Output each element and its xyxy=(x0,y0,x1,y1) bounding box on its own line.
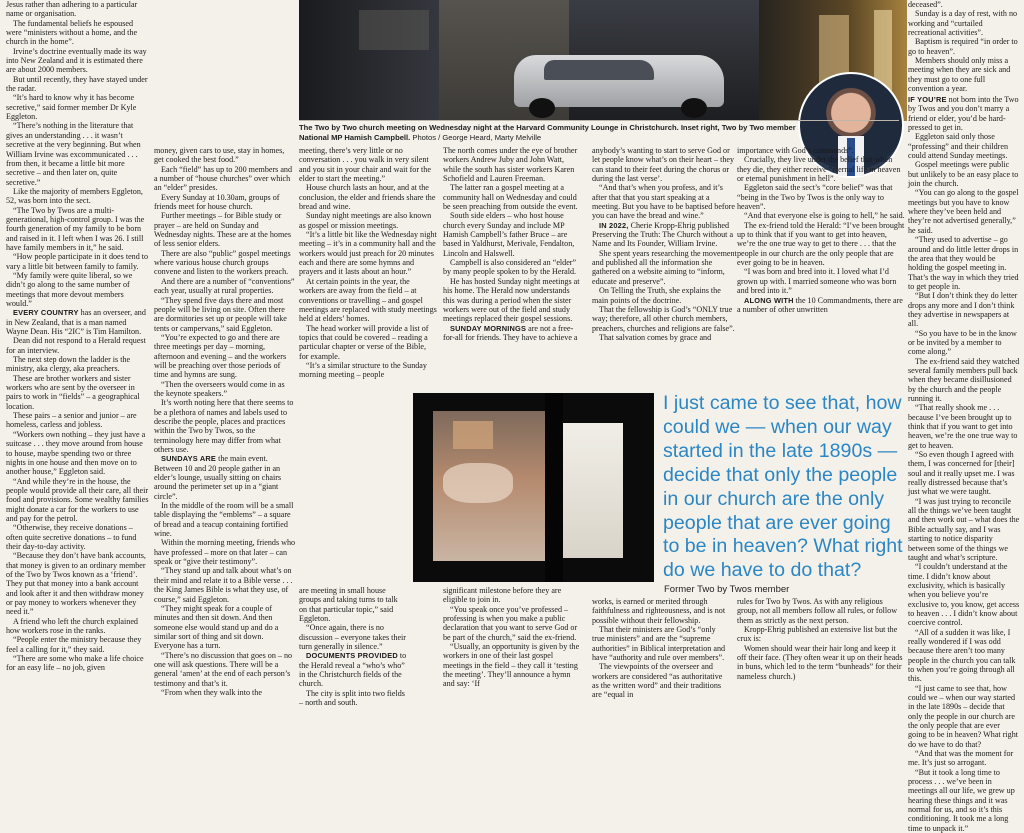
paragraph-text: are not a free-for-all for friends. They have to achieve a xyxy=(443,323,578,342)
paragraph-text: “Workers own nothing – they just have a suitcase . . . they move around from house to house, maybe spending two or three nights in one house and then move on to another house,” Eggleton said. xyxy=(6,429,146,477)
paragraph-text: The ex-friend told the Herald: “I’ve been brought up to think that if you want to get into heaven, we’re the one true way to get to there . . . that the people in our church are the only people that are ever going to be in heaven. xyxy=(737,220,905,268)
article-paragraph xyxy=(6,374,150,411)
paragraph-text: The latter ran a gospel meeting at a community hall on Wednesday and could be seen preaching from outside the event. xyxy=(443,183,578,212)
article-paragraph xyxy=(154,165,296,193)
article-paragraph xyxy=(154,501,296,538)
paragraph-text: importance with God’s commands”. xyxy=(737,146,854,155)
paragraph-text: Eggleton said only those “professing” and their children could attend Sunday meetings. xyxy=(908,132,1009,161)
paragraph-text: “You’re expected to go and there are three meetings per day – morning, afternoon and evening – and the workers will be preaching over those periods of time and hymns are sung. xyxy=(154,332,287,380)
article-paragraph xyxy=(154,296,296,333)
article-paragraph xyxy=(6,187,150,206)
article-paragraph xyxy=(908,235,1020,291)
paragraph-text: “It’s a similar structure to the Sunday morning meeting – people xyxy=(299,360,427,380)
paragraph-text: “And that everyone else is going to hell,” he said. xyxy=(744,211,905,221)
paragraph-text: “There’s no discussion that goes on – no one will ask questions. There will be a general ‘amen’ at the end of each person’s testimony and that’s it. xyxy=(154,650,293,688)
paragraph-text: Sunday night meetings are also known as gospel or mission meetings. xyxy=(299,211,432,230)
paragraph-text: “Once again, there is no discussion – everyone takes their turn generally in silence.” xyxy=(299,623,406,652)
paragraph-text: He has hosted Sunday night meetings at his home. The Herald now understands this was during a period when the sister workers were out of the field and study meetings replaced their gospel sessions. xyxy=(443,276,580,324)
paragraph-text: has an overseer, and in New Zealand, that is a man named Wayne Dean. His “2IC” is Tim Hamilton. xyxy=(6,308,146,337)
article-paragraph xyxy=(299,146,437,183)
article-paragraph xyxy=(737,183,905,211)
paragraph-text: The next step down the ladder is the ministry, aka clergy, aka preachers. xyxy=(6,355,131,374)
paragraph-text: “I just came to see that, how could we – when our way started in the late 1890s – decide that only the people in our church are the only people that are ever going to be in heaven? What right do we have to do that? xyxy=(908,683,1018,749)
article-paragraph xyxy=(154,380,296,399)
bottom-photo-doorway xyxy=(413,393,654,582)
article-column-1 xyxy=(6,0,150,741)
paragraph-text: deceased”. xyxy=(908,0,943,9)
paragraph-text: Eggleton said the sect’s “core belief” was that “being in the Two by Twos is the only way to heaven”. xyxy=(737,183,893,212)
paragraph-text: That salvation comes by grace and xyxy=(599,332,712,342)
article-paragraph xyxy=(908,562,1020,627)
paragraph-text: anybody’s wanting to start to serve God or let people know what’s on their heart – they can stand to their feet during the chorus or during the last verse’. xyxy=(592,146,735,184)
paragraph-text: “They stand up and talk about what’s on their mind and relate it to a Bible verse . . . the King James Bible is what they use, of course,” said Eggleton. xyxy=(154,566,293,604)
paragraph-text: “Because they don’t have bank accounts, that money is given to an ordinary member of the Two by Twos known as a ‘friend’. They put that money into a bank account and look after it and then withdraw money or pay money to workers whenever they need it.” xyxy=(6,551,146,617)
paragraph-lead-in: IN 2022, xyxy=(599,220,629,230)
article-paragraph xyxy=(6,430,150,477)
paragraph-text: works, is earned or merited through faithfulness and righteousness, and is not possible without their fellowship. xyxy=(592,597,726,625)
paragraph-text: Campbell is also considered an “elder” by many people spoken to by the Herald. xyxy=(443,258,577,277)
paragraph-text: There are also “public” gospel meetings where various house church groups convene and listen to the workers preach. xyxy=(154,248,291,277)
paragraph-text: “You can go along to the gospel meetings but you have to know where they’ve been held and they’re not advertised generally,” he said. xyxy=(908,188,1019,235)
article-paragraph xyxy=(908,56,1020,93)
paragraph-text: Within the morning meeting, friends who have professed – more on that later – can speak or “give their testimony”. xyxy=(154,538,296,567)
article-paragraph xyxy=(908,95,1020,132)
article-paragraph xyxy=(737,146,905,155)
article-paragraph xyxy=(908,291,1020,328)
article-paragraph xyxy=(154,193,296,212)
article-paragraph xyxy=(443,586,581,605)
article-paragraph xyxy=(908,357,1020,404)
article-column-2 xyxy=(154,146,296,741)
paragraph-lead-in: ALONG WITH xyxy=(744,295,794,305)
article-paragraph xyxy=(737,211,905,220)
paragraph-text: rules for Two by Twos. As with any religious group, not all members follow all rules, or follow them as strictly as the next person. xyxy=(737,597,898,625)
article-paragraph xyxy=(6,551,150,616)
paragraph-text: “And while they’re in the house, the people would provide all their care, all their food and provisions. Some wealthy families might donate a car for the workers to use and pay for the petrol. xyxy=(6,476,149,523)
paragraph-text: Dean did not respond to a Herald request for an interview. xyxy=(6,336,146,355)
article-paragraph xyxy=(908,684,1020,749)
article-paragraph xyxy=(443,324,581,343)
paragraph-text: House church lasts an hour, and at the conclusion, the elder and friends share the bread and wine. xyxy=(299,183,436,212)
paragraph-text: Gospel meetings were public but unlikely to be an easy place to join the church. xyxy=(908,160,1019,189)
article-paragraph xyxy=(908,188,1020,235)
paragraph-text: Each “field” has up to 200 members and a number of “house churches” over which an “elder” presides. xyxy=(154,164,293,193)
article-paragraph xyxy=(299,324,437,361)
article-paragraph xyxy=(908,450,1020,497)
paragraph-text: “Then the overseers would come in as the keynote speakers.” xyxy=(154,379,285,398)
article-paragraph xyxy=(737,625,905,644)
article-paragraph xyxy=(6,75,150,94)
article-paragraph xyxy=(908,749,1020,768)
paragraph-text: The city is split into two fields – north and south. xyxy=(299,688,405,708)
paragraph-text: “All of a sudden it was like, I really wondered if I was odd because there aren’t too many people in the church you can talk to when you’re going through all this. xyxy=(908,627,1016,684)
paragraph-text: the main event. Between 10 and 20 people gather in an elder’s lounge, usually sitting on chairs around the perimeter set up in a “giant circle”. xyxy=(154,454,282,501)
article-paragraph xyxy=(908,628,1020,684)
paragraph-text: And there are a number of “conventions” each year, usually at rural properties. xyxy=(154,276,295,296)
paragraph-text: significant milestone before they are eligible to join in. xyxy=(443,586,562,605)
article-paragraph xyxy=(299,361,437,380)
article-column-6-top xyxy=(737,146,905,391)
paragraph-text: “It’s hard to know why it has become secretive,” said former member Dr Kyle Eggleton. xyxy=(6,93,137,122)
article-paragraph xyxy=(592,662,730,699)
article-paragraph xyxy=(154,277,296,296)
article-paragraph xyxy=(6,355,150,374)
article-paragraph xyxy=(6,654,150,673)
article-paragraph xyxy=(592,286,737,305)
paragraph-text: “Otherwise, they receive donations – often quite secretive donations – to fund their day-to-day activity. xyxy=(6,523,137,551)
article-paragraph xyxy=(6,0,150,19)
paragraph-text: The fundamental beliefs he espoused were “ministers without a home, and the church in the home”. xyxy=(6,18,138,47)
paragraph-text: “So you have to be in the know or be invited by a member to come along.” xyxy=(908,328,1017,357)
article-paragraph xyxy=(299,623,407,651)
article-column-6-bottom xyxy=(737,597,905,741)
article-paragraph xyxy=(154,211,296,248)
paragraph-text: “I was just trying to reconcile all the things we’ve been taught and then work out – what does the Bible actually say, and I was starting to notice disparity between some of the things we taught and what’s scripture. xyxy=(908,496,1020,562)
article-paragraph xyxy=(6,19,150,47)
article-paragraph xyxy=(908,160,1020,188)
paragraph-text: “And that was the moment for me. It’s just so arrogant. xyxy=(908,749,1014,768)
article-paragraph xyxy=(908,329,1020,357)
paragraph-text: “How people participate in it does tend to vary a little bit between family to family. xyxy=(6,252,149,271)
caption-rule xyxy=(299,120,899,121)
paragraph-text: The north comes under the eye of brother workers Andrew Juby and John Watt, while the south has sister workers Karen Schofield and Lauren Freeman. xyxy=(443,146,578,184)
paragraph-text: “Usually, an opportunity is given by the workers in one of their last gospel meetings in the field – they call it ‘testing the meeting’. They’ll announce a hymn and say: ‘If xyxy=(443,642,580,689)
paragraph-text: These are brother workers and sister workers who are sent by the overseer in pairs to work in “fields” – a geographical location. xyxy=(6,373,140,411)
paragraph-text: That the fellowship is God’s “ONLY true way; therefore, all other church members, preachers, churches and religions are false”. xyxy=(592,304,735,333)
article-column-4-top xyxy=(443,146,581,391)
article-column-3-top xyxy=(299,146,437,391)
article-paragraph xyxy=(737,644,905,681)
article-paragraph xyxy=(299,689,407,708)
paragraph-lead-in: SUNDAYS ARE xyxy=(161,454,217,464)
paragraph-text: “And that’s when you profess, and it’s after that that you start speaking at a meeting. But you have to be baptised before you can have the bread and wine.” xyxy=(592,183,735,221)
article-paragraph xyxy=(592,183,737,220)
paragraph-lead-in: DOCUMENTS PROVIDED xyxy=(306,651,398,661)
article-paragraph xyxy=(592,333,737,342)
paragraph-text: Kropp-Ehrig published an extensive list but the crux is: xyxy=(737,625,898,644)
article-paragraph xyxy=(6,47,150,75)
article-paragraph xyxy=(6,121,150,186)
paragraph-text: That their ministers are God’s “only true ministers” and are the “supreme authorities” in Biblical interpretation and have “authority and rule over members”. xyxy=(592,625,726,663)
article-paragraph xyxy=(443,183,581,211)
article-paragraph xyxy=(154,538,296,566)
paragraph-text: meeting, there’s very little or no conversation . . . you walk in very silent and you sit in your chair and wait for the elder to start the meeting.” xyxy=(299,146,431,184)
article-paragraph xyxy=(6,252,150,271)
article-paragraph xyxy=(737,221,905,268)
article-paragraph xyxy=(737,267,905,295)
paragraph-text: It’s worth noting here that there seems to be a plethora of names and labels used to describe the people, places and practices within the Two by Twos, so the terminology here may differ from what others use. xyxy=(154,398,294,454)
paragraph-text: the 10 Commandments, there are a number of other unwritten xyxy=(737,295,903,314)
paragraph-text: Crucially, they live under the belief that when they die, they either receive “eternal life in heaven or eternal punishment in hell”. xyxy=(737,155,901,184)
article-paragraph xyxy=(154,566,296,603)
article-paragraph xyxy=(6,308,150,336)
article-paragraph xyxy=(154,333,296,380)
caption-text: The Two by Two church meeting on Wednesday night at the Harvard Community Lounge in Christchurch. Inset right, Two by Two member National MP Hamish Campbell. xyxy=(299,123,796,142)
article-paragraph xyxy=(299,230,437,277)
paragraph-text: “There’s nothing in the literature that gives an understanding . . . it wasn’t secretive at the very beginning. But when William Irvine was excommunicated . . . from then, it became a little bit more secretive – and then later on, quite secretive.” xyxy=(6,121,141,187)
article-paragraph xyxy=(443,642,581,689)
paragraph-text: Women should wear their hair long and keep it off their face. (They often wear it up on their heads in buns, which led to the term “bunheads” for their nameless church.) xyxy=(737,643,903,681)
paragraph-text: “You speak once you’ve professed – professing is when you make a public declaration that you want to serve God or be part of the church,” said the ex-friend. xyxy=(443,604,578,642)
article-column-5-bottom xyxy=(592,597,730,741)
paragraph-text: “From when they walk into the xyxy=(161,687,262,697)
article-paragraph xyxy=(154,651,296,688)
paragraph-text: “It’s a little bit like the Wednesday night meeting – it’s in a community hall and the workers would just preach for 20 minutes each and there are some hymns and prayers and it lasts about an hour.” xyxy=(299,230,437,277)
paragraph-text: The viewpoints of the overseer and workers are considered “as authoritative as the written word” and their traditions are “equal in xyxy=(592,662,723,700)
paragraph-text: “But I don’t think they do letter drops any more and I don’t think they advertise in newspapers at all. xyxy=(908,291,1018,329)
article-paragraph xyxy=(299,586,407,623)
paragraph-text: “That really shook me . . . because I’ve been brought up to think that if you want to get into heaven, we’re the one true way to get to heaven. xyxy=(908,403,1018,450)
article-paragraph xyxy=(154,146,296,165)
caption-credit: Photos / George Heard, Marty Melville xyxy=(412,132,542,142)
article-paragraph xyxy=(154,398,296,454)
paragraph-text: “But it took a long time to process . . . we’ve been in meetings all our life, we grew up hearing these things and it was normal for us, and so it’s this conditioning. It took me a long time to unpack it.” xyxy=(908,767,1015,833)
article-paragraph xyxy=(908,403,1020,450)
article-paragraph xyxy=(443,605,581,642)
article-paragraph xyxy=(6,477,150,524)
article-column-5-top xyxy=(592,146,737,391)
paragraph-text: On Telling the Truth, she explains the main points of the doctrine. xyxy=(592,286,721,305)
paragraph-text: A friend who left the church explained how workers rose in the ranks. xyxy=(6,616,138,636)
paragraph-lead-in: SUNDAY MORNINGS xyxy=(450,323,527,333)
article-paragraph xyxy=(299,211,437,230)
article-paragraph xyxy=(908,768,1020,833)
article-paragraph xyxy=(592,305,737,333)
paragraph-text: She spent years researching the movement and published all the information she gathered on a website aiming to “inform, educate and preserve”. xyxy=(592,248,737,286)
pull-quote: I just came to see that, how could we — when our way started in the late 1890s — decide that only the people in our church are the only people that are ever going to be in heaven? What right do we have to do that? xyxy=(663,392,903,582)
article-paragraph xyxy=(908,0,1020,9)
article-column-3-bottom xyxy=(299,586,407,741)
article-column-7 xyxy=(908,95,1020,833)
paragraph-text: But until recently, they have stayed under the radar. xyxy=(6,74,148,94)
article-paragraph xyxy=(154,249,296,277)
paragraph-text: “I couldn’t understand at the time. I didn’t know about exclusivity, which is basically when you believe you’re exclusive to, you know, get access to heaven . . . I didn’t know about coercive control. xyxy=(908,562,1020,628)
paragraph-text: “They spend five days there and most people will be living on site. Often there are dormitories set up or people will take tents or campervans,” said Eggleton. xyxy=(154,295,287,333)
paragraph-text: “The Two by Twos are a multi-generational, high-control group. I was the fourth generation of my family to be born and raised in it. I left when I was 26. I still have family members in it,” he said. xyxy=(6,205,145,252)
article-paragraph xyxy=(299,183,437,211)
article-paragraph xyxy=(592,625,730,662)
paragraph-text: These pairs – a senior and junior – are homeless, carless and jobless. xyxy=(6,411,137,430)
paragraph-text: Cherie Kropp-Ehrig published Preserving the Truth: The Church without a Name and Its Founder, William Irvine. xyxy=(592,220,734,249)
article-paragraph xyxy=(737,155,905,183)
paragraph-text: Baptism is required “in order to go to heaven”. xyxy=(908,37,1018,56)
article-paragraph xyxy=(299,277,437,324)
article-paragraph xyxy=(299,651,407,688)
article-paragraph xyxy=(737,597,905,625)
article-paragraph xyxy=(908,9,1020,37)
paragraph-text: “There are some who make a life choice for an easy life – no job, given xyxy=(6,654,144,673)
article-paragraph xyxy=(6,93,150,121)
article-paragraph xyxy=(443,277,581,324)
article-paragraph xyxy=(6,523,150,551)
article-paragraph xyxy=(154,688,296,697)
article-paragraph xyxy=(443,211,581,258)
article-paragraph xyxy=(6,336,150,355)
paragraph-lead-in: IF YOU’RE xyxy=(908,95,947,104)
article-paragraph xyxy=(908,497,1020,562)
article-paragraph xyxy=(908,37,1020,56)
pull-quote-attribution: Former Two by Twos member xyxy=(664,584,790,595)
paragraph-text: Further meetings – for Bible study or prayer – are held on Sunday and Wednesday nights. These are at the homes of less senior elders. xyxy=(154,211,291,249)
article-paragraph xyxy=(443,146,581,183)
article-paragraph xyxy=(6,206,150,253)
article-paragraph xyxy=(592,597,730,625)
paragraph-lead-in: EVERY COUNTRY xyxy=(13,308,79,318)
article-paragraph xyxy=(6,635,150,654)
paragraph-text: South side elders – who host house church every Sunday and include MP Hamish Campbell’s father Bruce – are based in Yaldhurst, Merivale, Fendalton, Lincoln and Halswell. xyxy=(443,211,575,258)
paragraph-text: money, given cars to use, stay in homes, get cooked the best food.” xyxy=(154,146,285,165)
paragraph-text: “So even though I agreed with them, I was concerned for [their] soul and it really upset me. I was really distressed because that’s just what we were taught. xyxy=(908,450,1015,497)
paragraph-text: Members should only miss a meeting when they are sick and they must go to one full convention a year. xyxy=(908,56,1011,94)
paragraph-text: Irvine’s doctrine eventually made its way into New Zealand and it is estimated there are about 2000 members. xyxy=(6,46,147,75)
article-paragraph xyxy=(592,221,737,249)
paragraph-text: Every Sunday at 10.30am, groups of friends meet for house church. xyxy=(154,192,280,212)
article-paragraph xyxy=(154,454,296,501)
article-paragraph xyxy=(592,249,737,286)
article-paragraph xyxy=(443,258,581,277)
paragraph-text: “My family were quite liberal, so we didn’t go along to the same number of meetings that more devout members would.” xyxy=(6,270,133,308)
article-column-4-bottom xyxy=(443,586,581,741)
paragraph-text: Like the majority of members Eggleton, 52, was born into the sect. xyxy=(6,186,143,206)
paragraph-text: are meeting in small house groups and taking turns to talk on that particular topic,” said Eggleton. xyxy=(299,586,398,624)
article-paragraph xyxy=(737,296,905,315)
paragraph-text: “They might speak for a couple of minutes and then sit down. And then someone else would stand up and do a similar sort of thing and sit down. Everyone has a turn. xyxy=(154,603,279,651)
article-paragraph xyxy=(908,132,1020,160)
paragraph-text: At certain points in the year, the workers are away from the field – at conventions or travelling – and gospel meetings are replaced with study meetings held at elders’ homes. xyxy=(299,276,437,324)
article-paragraph xyxy=(154,604,296,651)
article-column-7-top xyxy=(908,0,1020,94)
photo-caption xyxy=(299,123,797,142)
paragraph-text: not born into the Two by Twos and you don’t marry a friend or elder, you’d be hard-pressed to get in. xyxy=(908,95,1019,133)
article-paragraph xyxy=(6,617,150,636)
paragraph-text: The ex-friend said they watched several family members pull back when they became disillusioned by the church and the people running it. xyxy=(908,356,1020,403)
article-paragraph xyxy=(6,411,150,430)
paragraph-text: The head worker will provide a list of topics that could be covered – reading a particular chapter or verse of the Bible, for example. xyxy=(299,323,429,361)
paragraph-text: “I was born and bred into it. I loved what I’d grown up with. I married someone who was born and bred into it.” xyxy=(737,267,897,296)
paragraph-text: Sunday is a day of rest, with no working and “curtailed recreational activities”. xyxy=(908,9,1018,38)
article-paragraph xyxy=(592,146,737,183)
article-paragraph xyxy=(6,271,150,308)
paragraph-text: to the Herald reveal a “who’s who” in the Christchurch fields of the church. xyxy=(299,651,407,689)
paragraph-text: In the middle of the room will be a small table displaying the “emblems” – a square of bread and a teacup containing fortified wine. xyxy=(154,501,294,539)
paragraph-text: “They used to advertise – go around and do little letter drops in the area that they would be holding the gospel meeting in. That’s the way in which they tried to get people in. xyxy=(908,235,1019,291)
paragraph-text: “People enter the ministry because they feel a calling for it,” they said. xyxy=(6,635,142,654)
paragraph-text: Jesus rather than adhering to a particular name or organisation. xyxy=(6,0,138,19)
